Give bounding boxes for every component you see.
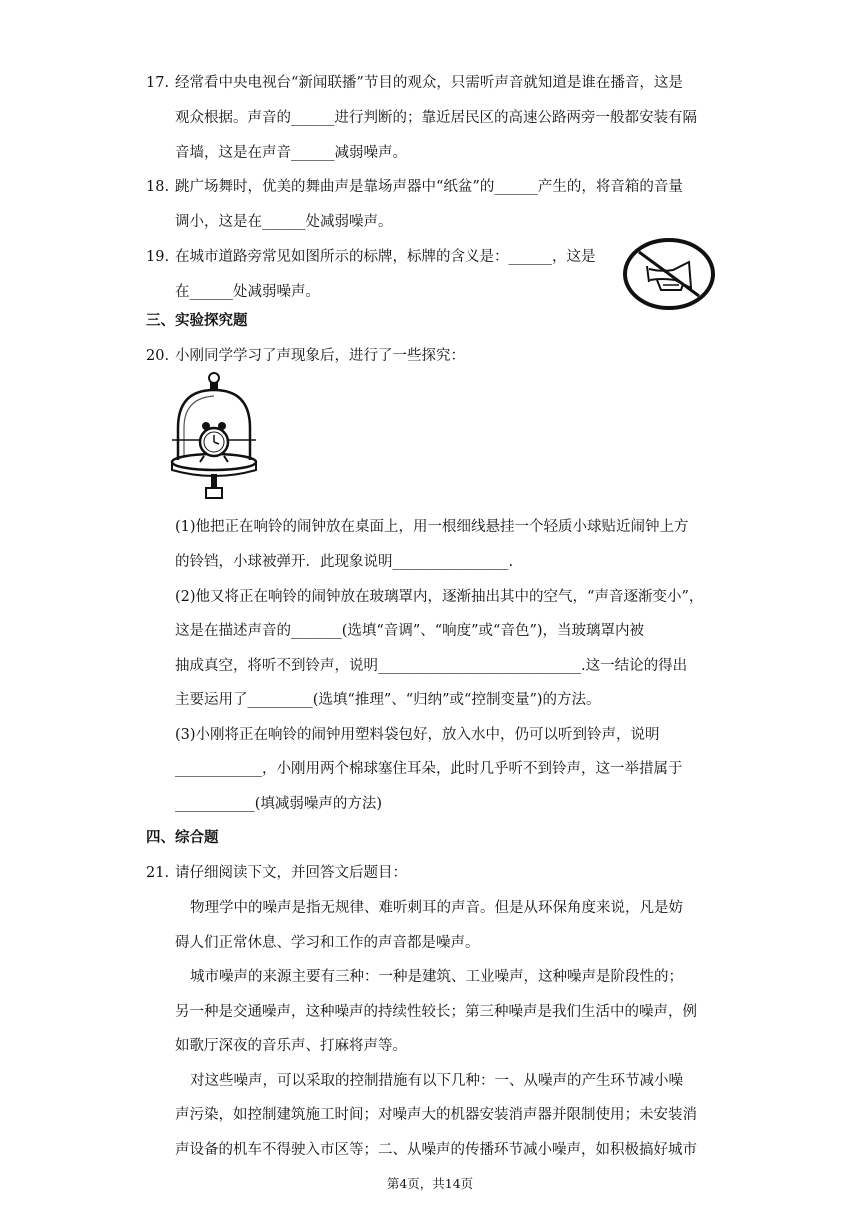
q21-para3-line-1: 对这些噪声，可以采取的控制措施有以下几种：一、从噪声的产生环节减小噪 xyxy=(190,1073,683,1089)
q20-part1-line-2: 的铃铛，小球被弹开．此现象说明________________. xyxy=(175,554,514,570)
no-horn-sign-icon xyxy=(621,236,717,312)
q21-intro: 请仔细阅读下文，并回答文后题目： xyxy=(175,865,407,881)
q18-number: 18. xyxy=(146,179,170,195)
section-heading-experiment: 三、实验探究题 xyxy=(146,312,248,329)
q20-part3-line-2: ____________，小刚用两个棉球塞住耳朵，此时几乎听不到铃声，这一举措属于 xyxy=(175,761,683,777)
q18-line-2: 调小，这是在______处减弱噪声。 xyxy=(175,214,393,230)
q19-line-1: 在城市道路旁常见如图所示的标牌，标牌的含义是：______，这是 xyxy=(175,249,596,265)
q20-part3-line-1: (3)小刚将正在响铃的闹钟用塑料袋包好，放入水中，仍可以听到铃声，说明 xyxy=(175,727,660,743)
q21-para2-line-1: 城市噪声的来源主要有三种：一种是建筑、工业噪声，这种噪声是阶段性的； xyxy=(190,969,683,985)
q20-part2-line-3: 抽成真空，将听不到铃声，说明____________________________.这一结论的得出 xyxy=(175,658,688,674)
q20-part3-line-3: ___________(填减弱噪声的方法) xyxy=(175,796,383,812)
q19-number: 19. xyxy=(146,249,170,265)
q21-number: 21. xyxy=(146,865,170,881)
q19-line-2: 在______处减弱噪声。 xyxy=(175,284,320,300)
q17-number: 17. xyxy=(146,75,170,91)
q20-part1-line-1: (1)他把正在响铃的闹钟放在桌面上，用一根细线悬挂一个轻质小球贴近闹钟上方 xyxy=(175,519,689,535)
q17-line-2: 观众根据。声音的______进行判断的；靠近居民区的高速公路两旁一般都安装有隔 xyxy=(175,110,697,126)
q17-line-1: 经常看中央电视台“新闻联播”节目的观众，只需听声音就知道是谁在播音，这是 xyxy=(175,75,683,91)
q21-para3-line-3: 声设备的机车不得驶入市区等；二、从噪声的传播环节减小噪声，如积极搞好城市 xyxy=(175,1142,697,1158)
q21-para2-line-2: 另一种是交通噪声，这种噪声的持续性较长；第三种噪声是我们生活中的噪声，例 xyxy=(175,1004,697,1020)
q21-para2-line-3: 如歌厅深夜的音乐声、打麻将声等。 xyxy=(175,1038,407,1054)
bell-jar-alarm-clock-illustration xyxy=(170,370,262,502)
q20-part2-line-4: 主要运用了_________(选填“推理”、“归纳”或“控制变量”)的方法。 xyxy=(175,692,601,708)
q21-para3-line-2: 声污染，如控制建筑施工时间；对噪声大的机器安装消声器并限制使用；未安装消 xyxy=(175,1107,697,1123)
section-heading-comprehensive: 四、综合题 xyxy=(146,829,219,846)
q20-number: 20. xyxy=(146,348,170,364)
q20-intro: 小刚同学学习了声现象后，进行了一些探究： xyxy=(175,348,465,364)
q21-para1-line-2: 碍人们正常休息、学习和工作的声音都是噪声。 xyxy=(175,935,480,951)
q18-line-1: 跳广场舞时，优美的舞曲声是靠场声器中“纸盆”的______产生的，将音箱的音量 xyxy=(175,179,683,195)
q17-line-3: 音墙，这是在声音______减弱噪声。 xyxy=(175,145,407,161)
q21-para1-line-1: 物理学中的噪声是指无规律、难听刺耳的声音。但是从环保角度来说，凡是妨 xyxy=(190,900,683,916)
q20-part2-line-1: (2)他又将正在响铃的闹钟放在玻璃罩内，逐渐抽出其中的空气，“声音逐渐变小”， xyxy=(175,589,704,605)
q20-part2-line-2: 这是在描述声音的_______(选填“音调”、“响度”或“音色”)，当玻璃罩内被 xyxy=(175,623,645,639)
page-footer: 第4页，共14页 xyxy=(386,1176,474,1191)
